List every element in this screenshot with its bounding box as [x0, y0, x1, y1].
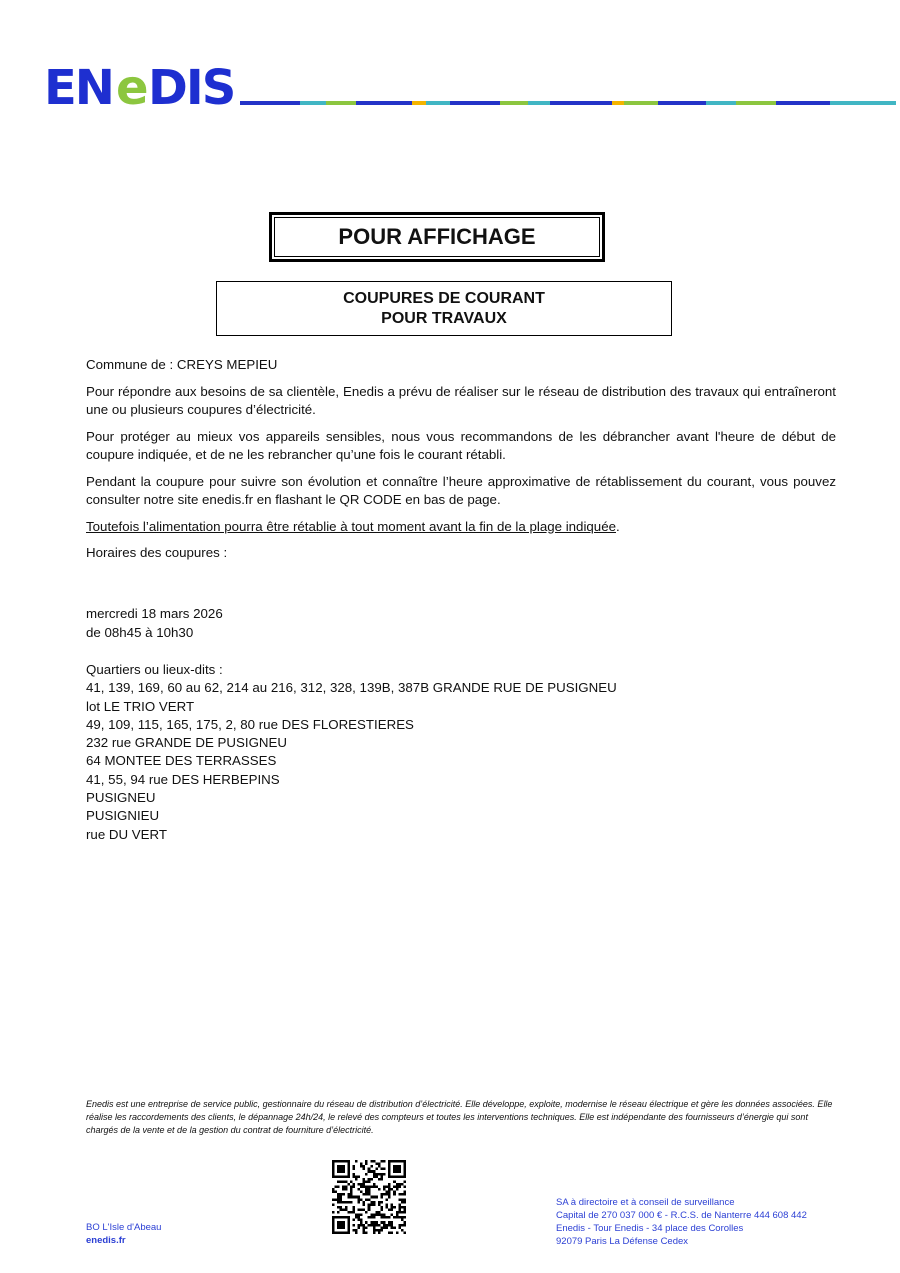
quartier-item: 232 rue GRANDE DE PUSIGNEU: [86, 735, 287, 751]
schedule-time: de 08h45 à 10h30: [86, 624, 194, 640]
coupures-title-box: [216, 281, 672, 336]
office-name: BO L'Isle d'Abeau: [86, 1222, 162, 1233]
footer-office-block: [86, 1221, 161, 1247]
quartier-item: rue DU VERT: [86, 826, 168, 842]
footer-disclaimer: Enedis est une entreprise de service public, gestionnaire du réseau de distribution d’électricité. Elle développe, exploite, modernise le réseau électrique et gère les données associées. Elle réalise les raccordements des clients, le dépannage 24h/24, le relevé des compteurs et toutes les interventions techniques. Elle est indépendante des fournisseurs d’énergie qui sont chargés de la vente et de la gestion du contrat de fourniture d’électricité.: [86, 1099, 833, 1135]
website-link[interactable]: enedis.fr: [86, 1235, 126, 1246]
pour-affichage-title: POUR AFFICHAGE: [274, 217, 600, 257]
quartier-item: 41, 55, 94 rue DES HERBEPINS: [86, 771, 280, 787]
pour-affichage-box: [269, 212, 605, 262]
quartier-item: PUSIGNEU: [86, 790, 156, 806]
quartiers-block: [86, 661, 617, 844]
quartier-item: 49, 109, 115, 165, 175, 2, 80 rue DES FLORESTIERES: [86, 716, 414, 732]
legal-line: Enedis - Tour Enedis - 34 place des Corolles: [556, 1223, 744, 1234]
qr-code[interactable]: [332, 1160, 406, 1234]
quartier-item: lot LE TRIO VERT: [86, 698, 195, 714]
svg-text:DIS: DIS: [148, 64, 235, 110]
paragraph-retablissement: [86, 518, 836, 537]
horaires-label: Horaires des coupures :: [86, 545, 228, 560]
retablissement-period: .: [616, 518, 620, 534]
coupures-title-line2: POUR TRAVAUX: [381, 310, 507, 327]
paragraph-besoins: Pour répondre aux besoins de sa clientèle, Enedis a prévu de réaliser sur le réseau de distribution des travaux qui entraîneront une ou plusieurs coupures d’électricité.: [86, 383, 836, 417]
notice-body: [86, 356, 836, 571]
schedule-date: mercredi 18 mars 2026: [86, 606, 223, 621]
quartier-item: 41, 139, 169, 60 au 62, 214 au 216, 312, 328, 139B, 387B GRANDE RUE DE PUSIGNEU: [86, 680, 617, 696]
svg-text:e: e: [116, 64, 149, 110]
quartier-item: 64 MONTEE DES TERRASSES: [86, 753, 277, 769]
paragraph-appareils: Pour protéger au mieux vos appareils sensibles, nous vous recommandons de les débrancher avant l'heure de début de coupure indiquée, et de ne les rebrancher qu’une fois le courant rétabli.: [86, 428, 836, 462]
legal-line: Capital de 270 037 000 € - R.C.S. de Nanterre 444 608 442: [556, 1210, 807, 1221]
quartier-item: PUSIGNIEU: [86, 808, 160, 824]
header-color-rule: [240, 101, 896, 105]
legal-line: SA à directoire et à conseil de surveillance: [556, 1197, 735, 1208]
retablissement-underlined: Toutefois l’alimentation pourra être rétablie à tout moment avant la fin de la plage indiquée: [86, 518, 616, 534]
quartiers-label: Quartiers ou lieux-dits :: [86, 662, 223, 677]
legal-block: [556, 1196, 807, 1248]
legal-line: 92079 Paris La Défense Cedex: [556, 1236, 689, 1247]
coupures-title-line1: COUPURES DE COURANT: [343, 290, 545, 307]
enedis-logo: [44, 64, 236, 110]
svg-text:EN: EN: [44, 64, 113, 110]
commune-line: Commune de : CREYS MEPIEU: [86, 357, 278, 372]
paragraph-qr-code: Pendant la coupure pour suivre son évolution et connaître l’heure approximative de rétablissement du courant, vous pouvez consulter notre site enedis.fr en flashant le QR CODE en bas de page.: [86, 473, 836, 507]
schedule-block: [86, 605, 223, 642]
